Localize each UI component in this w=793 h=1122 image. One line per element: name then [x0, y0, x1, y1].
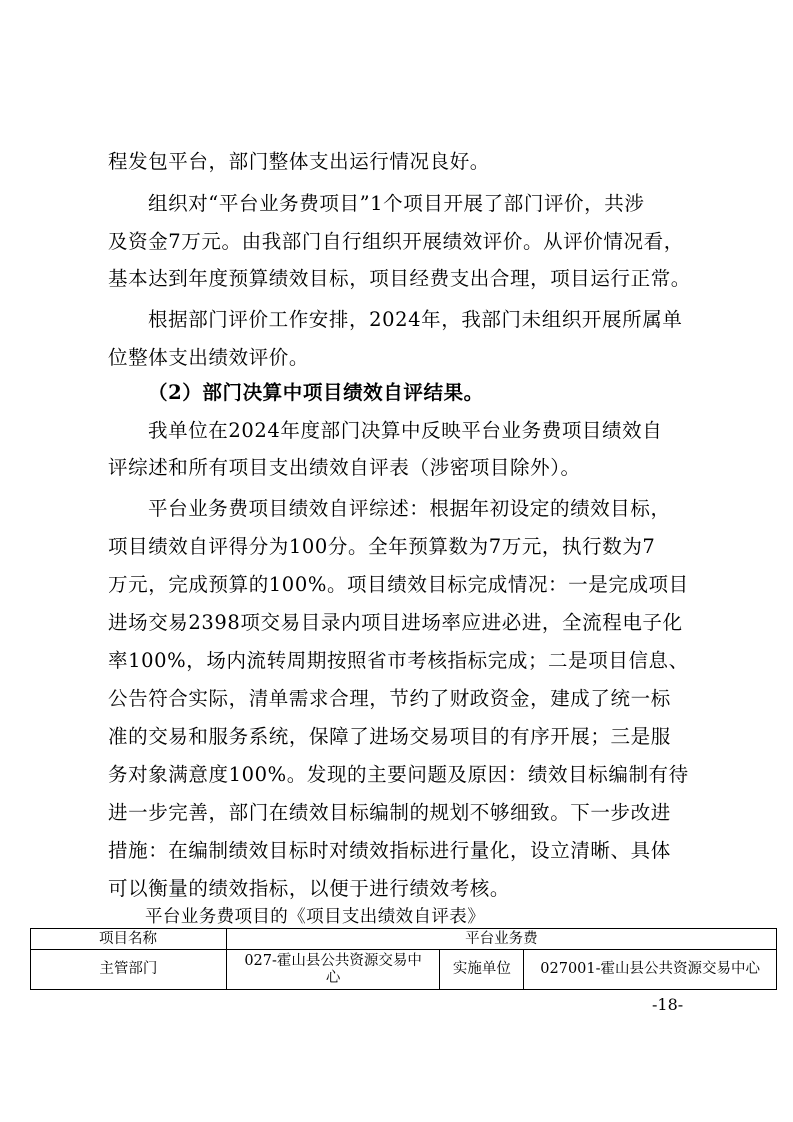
body-line: 项目绩效自评得分为100分。全年预算数为7万元，执行数为7 — [108, 535, 656, 558]
evaluation-table — [30, 928, 777, 990]
body-line: 组织对“平台业务费项目”1个项目开展了部门评价，共涉 — [148, 192, 645, 215]
body-line: 准的交易和服务系统，保障了进场交易项目的有序开展；三是服 — [108, 725, 671, 748]
implementer-label: 实施单位 — [440, 950, 524, 990]
body-line: 程发包平台，部门整体支出运行情况良好。 — [108, 150, 490, 173]
body-line: 务对象满意度100%。发现的主要问题及原因：绩效目标编制有待 — [108, 763, 689, 786]
body-line: 我单位在2024年度部门决算中反映平台业务费项目绩效自 — [148, 419, 663, 442]
project-name-value: 平台业务费 — [226, 929, 776, 950]
table-row — [31, 950, 777, 990]
body-line: 率100%，场内流转周期按照省市考核指标完成；二是项目信息、 — [108, 649, 689, 672]
body-line: 可以衡量的绩效指标，以便于进行绩效考核。 — [108, 877, 511, 900]
body-line: 措施：在编制绩效目标时对绩效指标进行量化，设立清晰、具体 — [108, 839, 671, 862]
body-line: 平台业务费项目绩效自评综述：根据年初设定的绩效目标， — [148, 497, 671, 520]
body-line: 评综述和所有项目支出绩效自评表（涉密项目除外）。 — [108, 456, 581, 479]
body-line: 公告符合实际，清单需求合理，节约了财政资金，建成了统一标 — [108, 687, 671, 710]
implementer-value: 027001-霍山县公共资源交易中心 — [524, 950, 777, 990]
body-line: 进场交易2398项交易目录内项目进场率应进必进，全流程电子化 — [108, 611, 683, 634]
supervisor-value: 027-霍山县公共资源交易中心 — [226, 950, 440, 990]
table-row — [31, 929, 777, 950]
body-line: 位整体支出绩效评价。 — [108, 346, 310, 369]
body-line: 根据部门评价工作安排，2024年，我部门未组织开展所属单 — [148, 308, 683, 331]
section-heading: （2）部门决算中项目绩效自评结果。 — [148, 381, 484, 404]
supervisor-label: 主管部门 — [31, 950, 227, 990]
body-line: 基本达到年度预算绩效目标，项目经费支出合理，项目运行正常。 — [108, 267, 691, 290]
body-line: 及资金7万元。由我部门自行组织开展绩效评价。从评价情况看， — [108, 230, 684, 253]
project-name-label: 项目名称 — [31, 929, 227, 950]
table-caption: 平台业务费项目的《项目支出绩效自评表》 — [145, 907, 486, 927]
body-line: 进一步完善，部门在绩效目标编制的规划不够细致。下一步改进 — [108, 801, 671, 824]
page-number: -18- — [652, 995, 684, 1014]
body-line: 万元，完成预算的100%。项目绩效目标完成情况：一是完成项目 — [108, 573, 689, 596]
